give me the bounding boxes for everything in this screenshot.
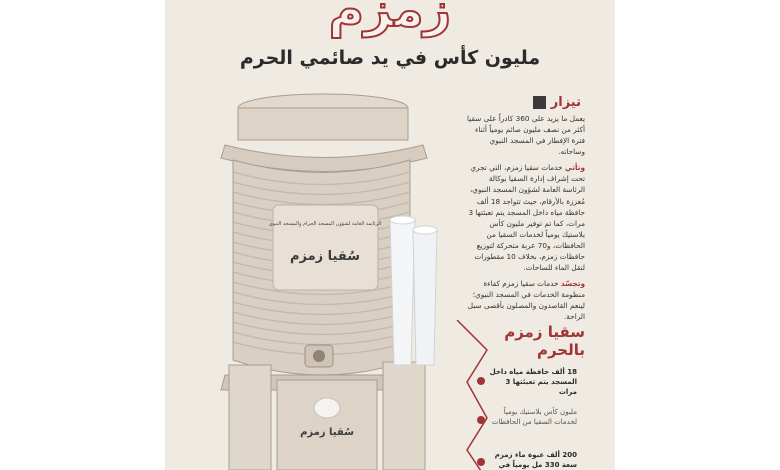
page-subtitle: مليون كأس في يد صائمي الحرم xyxy=(239,47,541,69)
banner-title: زمزم xyxy=(328,0,452,38)
fact-item-1: 18 ألف حافظة مياه داخل المسجد يتم تعبئتها 3 مرات xyxy=(489,368,577,397)
center-tray xyxy=(277,380,377,470)
headline-text: تيزار xyxy=(550,95,581,110)
stand-label-text: سُقيا زمزم xyxy=(300,427,354,438)
timeline-dot-3 xyxy=(477,458,485,466)
qr-code-icon xyxy=(533,96,546,109)
cooler-tap xyxy=(313,350,325,362)
paragraph-1: يعمل ما يزيد على 360 كادراً على سقيا أكثر من نصف مليون صائم يومياً أثناء فترة الإفطار في المسجد النبوي وساحاته. xyxy=(467,114,585,157)
timeline-line xyxy=(457,320,487,470)
paragraph-3-lead: وتجسّد xyxy=(560,279,585,289)
infographic-page xyxy=(165,0,615,470)
cooler-lid-band xyxy=(238,108,408,140)
fact-item-2: مليون كأس بلاستيك يومياً لخدمات السقيا من الحافظات xyxy=(491,408,577,427)
water-cooler-illustration xyxy=(205,90,455,470)
paragraph-2 xyxy=(465,162,585,273)
cooler-ring-text: الرئاسة العامة لشؤون المسجد الحرام والمسجد النبوي xyxy=(268,221,382,227)
timeline-dot-1 xyxy=(477,377,485,385)
tray-cup xyxy=(314,398,340,418)
right-cup-stand xyxy=(383,362,425,470)
paragraph-2-lead: وتأتي xyxy=(564,163,585,173)
paragraph-3 xyxy=(465,278,585,322)
article-headline xyxy=(533,95,581,110)
timeline-dot-2 xyxy=(477,416,485,424)
section-header: سقيا زمزم بالحرم xyxy=(504,323,585,359)
fact-item-3: 200 ألف عبوة ماء زمزم سعة 330 مل يومياً في xyxy=(494,451,577,470)
left-cup-stand xyxy=(229,365,271,470)
article-body xyxy=(465,113,585,327)
paragraph-2-rest: خدمات سقيا زمزم، التي تجري تحت إشراف إدارة السقيا بوكالة الرئاسة العامة لشؤون المسجد النبوي، مُعززة بالأرقام، حيث تتواجد 18 ألف حافظة مياه داخل المسجد يتم تعبئتها 3 مرات، كما تم توفير مليون كأس بلاستيك يومياً لخدمات السقيا من الحافظات، و70 عربة متحركة لتوزيع حافظات زمزم، بخلاف 10 مقطورات لنقل الماء للساحات. xyxy=(468,163,585,273)
cooler-label-panel xyxy=(273,205,378,290)
paragraph-3-rest: خدمات سقيا زمزم كفاءة منظومة الخدمات في المسجد النبوي؛ لينعم القاصدون والمصلون بأقصى سبل الراحة. xyxy=(467,279,585,322)
stacked-cups xyxy=(390,216,437,365)
cooler-label-text: سُقيا زمزم xyxy=(289,249,361,264)
